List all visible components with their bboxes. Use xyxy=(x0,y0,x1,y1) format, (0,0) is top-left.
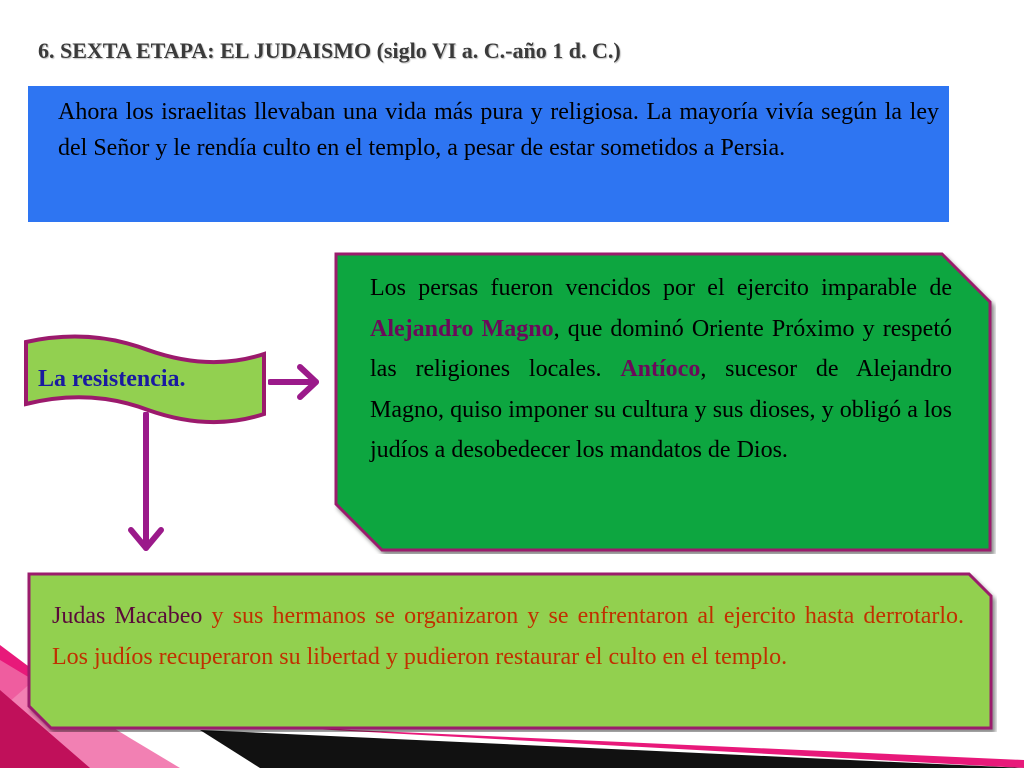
persians-text: Los persas fueron vencidos por el ejercito imparable de Alejandro Magno, que dominó Oriente Próximo y respetó las religiones locales. Antíoco, sucesor de Alejandro Magno, quiso imponer su cultura y sus dioses, y obligó a los judíos a desobedecer los mandatos de Dios. xyxy=(370,275,953,463)
intro-text: Ahora los israelitas llevaban una vida más pura y religiosa. La mayoría vivía según la ley del Señor y le rendía culto en el templo, a pesar de estar sometidos a Persia. xyxy=(58,99,939,161)
judas-highlight: Judas Macabeo xyxy=(52,603,203,629)
alexander-highlight: Alejandro Magno xyxy=(370,315,554,342)
right-arrow-icon xyxy=(268,362,322,402)
resistance-label: La resistencia. xyxy=(38,366,186,392)
intro-box xyxy=(28,86,949,222)
slide-title: 6. SEXTA ETAPA: EL JUDAISMO (siglo VI a. C.-año 1 d. C.) xyxy=(38,38,621,63)
maccabees-text: Judas Macabeo y sus hermanos se organizaron y se enfrentaron al ejercito hasta derrotarlo. Los judíos recuperaron su libertad y pudieron restaurar el culto en el templo. xyxy=(52,603,965,670)
antiochus-highlight: Antíoco xyxy=(620,356,701,382)
down-arrow-icon xyxy=(126,412,166,556)
